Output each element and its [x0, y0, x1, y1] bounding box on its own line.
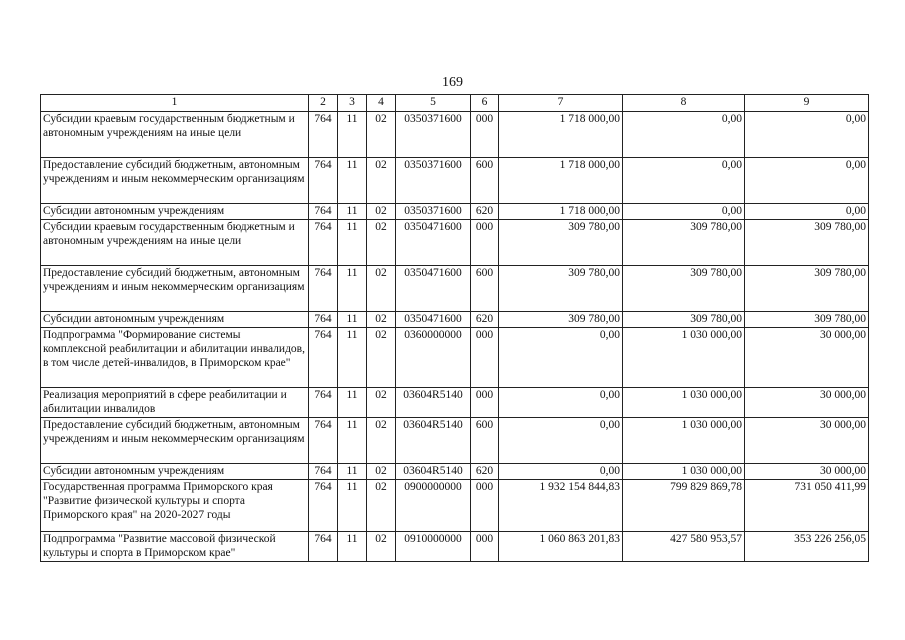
amount-cell: 309 780,00: [745, 312, 869, 328]
row-name-cell: Подпрограмма "Формирование системы комплексной реабилитации и абилитации инвалидов, в том числе детей-инвалидов, в Приморском крае": [41, 328, 309, 388]
code-cell: 02: [367, 418, 396, 464]
row-name-cell: Предоставление субсидий бюджетным, автономным учреждениям и иным некоммерческим организациям: [41, 266, 309, 312]
code-cell: 620: [471, 204, 499, 220]
amount-cell: 1 060 863 201,83: [499, 532, 623, 562]
code-cell: 000: [471, 220, 499, 266]
amount-cell: 1 030 000,00: [623, 418, 745, 464]
code-cell: 11: [338, 464, 367, 480]
amount-cell: 309 780,00: [499, 220, 623, 266]
code-cell: 764: [309, 158, 338, 204]
table-row: [41, 220, 869, 266]
code-cell: 600: [471, 266, 499, 312]
row-name-cell: Субсидии автономным учреждениям: [41, 204, 309, 220]
amount-cell: 1 030 000,00: [623, 328, 745, 388]
code-cell: 02: [367, 532, 396, 562]
code-cell: 0350471600: [396, 312, 471, 328]
amount-cell: 0,00: [623, 112, 745, 158]
column-header: 7: [499, 95, 623, 112]
code-cell: 02: [367, 266, 396, 312]
code-cell: 764: [309, 532, 338, 562]
table-row: [41, 158, 869, 204]
code-cell: 03604R5140: [396, 418, 471, 464]
column-header: 8: [623, 95, 745, 112]
code-cell: 02: [367, 480, 396, 532]
table-row: [41, 532, 869, 562]
code-cell: 02: [367, 204, 396, 220]
code-cell: 02: [367, 220, 396, 266]
code-cell: 0350471600: [396, 266, 471, 312]
code-cell: 000: [471, 388, 499, 418]
code-cell: 11: [338, 328, 367, 388]
code-cell: 764: [309, 464, 338, 480]
code-cell: 11: [338, 204, 367, 220]
code-cell: 11: [338, 312, 367, 328]
code-cell: 0350371600: [396, 112, 471, 158]
amount-cell: 30 000,00: [745, 418, 869, 464]
code-cell: 02: [367, 464, 396, 480]
row-name-cell: Субсидии автономным учреждениям: [41, 312, 309, 328]
amount-cell: 30 000,00: [745, 388, 869, 418]
column-header: 6: [471, 95, 499, 112]
amount-cell: 30 000,00: [745, 328, 869, 388]
code-cell: 0910000000: [396, 532, 471, 562]
column-header: 4: [367, 95, 396, 112]
amount-cell: 0,00: [745, 158, 869, 204]
amount-cell: 0,00: [623, 158, 745, 204]
code-cell: 0350471600: [396, 220, 471, 266]
code-cell: 02: [367, 112, 396, 158]
row-name-cell: Предоставление субсидий бюджетным, автономным учреждениям и иным некоммерческим организациям: [41, 418, 309, 464]
amount-cell: 309 780,00: [623, 312, 745, 328]
code-cell: 000: [471, 328, 499, 388]
row-name-cell: Государственная программа Приморского края "Развитие физической культуры и спорта Приморского края" на 2020-2027 годы: [41, 480, 309, 532]
amount-cell: 1 718 000,00: [499, 112, 623, 158]
table-row: [41, 480, 869, 532]
amount-cell: 0,00: [499, 418, 623, 464]
code-cell: 764: [309, 266, 338, 312]
table-row: [41, 328, 869, 388]
code-cell: 11: [338, 532, 367, 562]
table-row: [41, 204, 869, 220]
table-row: [41, 464, 869, 480]
code-cell: 620: [471, 464, 499, 480]
code-cell: 0350371600: [396, 204, 471, 220]
amount-cell: 309 780,00: [623, 220, 745, 266]
amount-cell: 0,00: [745, 112, 869, 158]
amount-cell: 1 932 154 844,83: [499, 480, 623, 532]
column-header: 1: [41, 95, 309, 112]
code-cell: 11: [338, 418, 367, 464]
code-cell: 620: [471, 312, 499, 328]
code-cell: 02: [367, 388, 396, 418]
code-cell: 03604R5140: [396, 464, 471, 480]
code-cell: 764: [309, 418, 338, 464]
code-cell: 764: [309, 204, 338, 220]
amount-cell: 0,00: [499, 388, 623, 418]
page-number: 169: [442, 75, 463, 90]
amount-cell: 0,00: [745, 204, 869, 220]
amount-cell: 1 030 000,00: [623, 388, 745, 418]
code-cell: 02: [367, 328, 396, 388]
column-header: 3: [338, 95, 367, 112]
amount-cell: 353 226 256,05: [745, 532, 869, 562]
row-name-cell: Субсидии краевым государственным бюджетным и автономным учреждениям на иные цели: [41, 112, 309, 158]
code-cell: 764: [309, 220, 338, 266]
code-cell: 11: [338, 220, 367, 266]
code-cell: 000: [471, 532, 499, 562]
table-row: [41, 312, 869, 328]
amount-cell: 0,00: [623, 204, 745, 220]
row-name-cell: Подпрограмма "Развитие массовой физической культуры и спорта в Приморском крае": [41, 532, 309, 562]
amount-cell: 30 000,00: [745, 464, 869, 480]
table-row: [41, 112, 869, 158]
code-cell: 764: [309, 328, 338, 388]
amount-cell: 731 050 411,99: [745, 480, 869, 532]
row-name-cell: Субсидии автономным учреждениям: [41, 464, 309, 480]
code-cell: 11: [338, 112, 367, 158]
amount-cell: 1 718 000,00: [499, 158, 623, 204]
amount-cell: 427 580 953,57: [623, 532, 745, 562]
code-cell: 11: [338, 266, 367, 312]
amount-cell: 0,00: [499, 464, 623, 480]
column-header: 9: [745, 95, 869, 112]
budget-table: [40, 94, 869, 562]
column-header: 2: [309, 95, 338, 112]
amount-cell: 309 780,00: [623, 266, 745, 312]
code-cell: 02: [367, 312, 396, 328]
amount-cell: 799 829 869,78: [623, 480, 745, 532]
code-cell: 0350371600: [396, 158, 471, 204]
row-name-cell: Реализация мероприятий в сфере реабилитации и абилитации инвалидов: [41, 388, 309, 418]
amount-cell: 309 780,00: [499, 266, 623, 312]
code-cell: 11: [338, 158, 367, 204]
code-cell: 764: [309, 312, 338, 328]
code-cell: 764: [309, 112, 338, 158]
code-cell: 0900000000: [396, 480, 471, 532]
code-cell: 600: [471, 418, 499, 464]
code-cell: 11: [338, 388, 367, 418]
code-cell: 0360000000: [396, 328, 471, 388]
table-row: [41, 388, 869, 418]
code-cell: 764: [309, 388, 338, 418]
amount-cell: 309 780,00: [745, 220, 869, 266]
row-name-cell: Субсидии краевым государственным бюджетным и автономным учреждениям на иные цели: [41, 220, 309, 266]
amount-cell: 309 780,00: [745, 266, 869, 312]
amount-cell: 309 780,00: [499, 312, 623, 328]
code-cell: 000: [471, 480, 499, 532]
table-row: [41, 266, 869, 312]
amount-cell: 1 718 000,00: [499, 204, 623, 220]
code-cell: 000: [471, 112, 499, 158]
amount-cell: 0,00: [499, 328, 623, 388]
row-name-cell: Предоставление субсидий бюджетным, автономным учреждениям и иным некоммерческим организациям: [41, 158, 309, 204]
amount-cell: 1 030 000,00: [623, 464, 745, 480]
code-cell: 11: [338, 480, 367, 532]
column-header: 5: [396, 95, 471, 112]
code-cell: 600: [471, 158, 499, 204]
code-cell: 764: [309, 480, 338, 532]
code-cell: 02: [367, 158, 396, 204]
code-cell: 03604R5140: [396, 388, 471, 418]
header-row: [41, 95, 869, 112]
table-row: [41, 418, 869, 464]
